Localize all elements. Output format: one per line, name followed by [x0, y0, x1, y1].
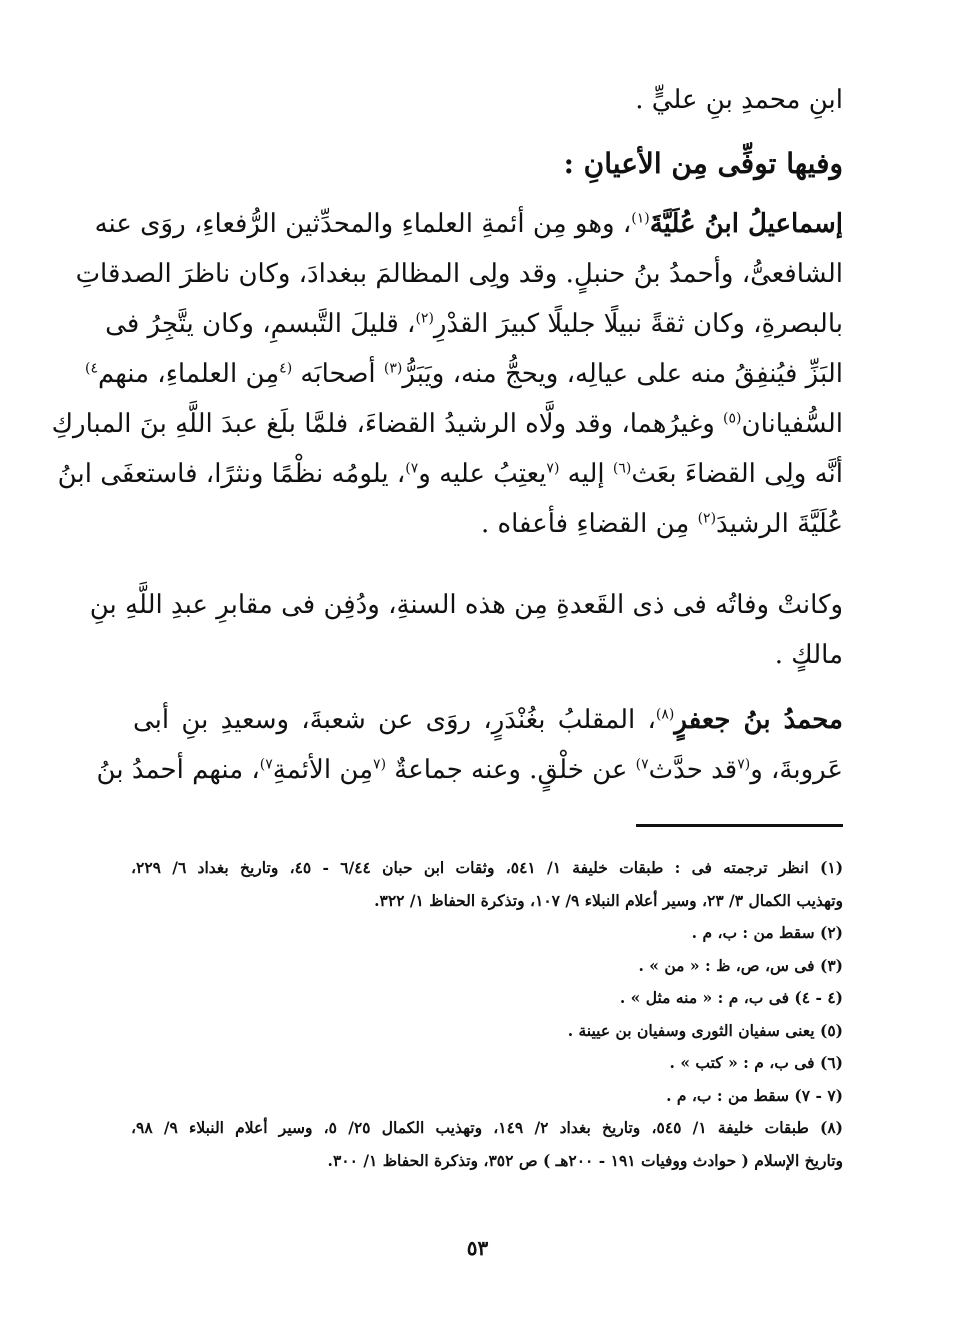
line-text: ، منهم أحمدُ بنُ: [96, 755, 260, 785]
line-text: مِن العلماءِ، منهم: [97, 359, 280, 389]
line-text: إليه: [559, 459, 613, 489]
footnote-line: (٢) سقط من : ب، م .: [691, 923, 843, 942]
paragraph-line: [94, 199, 843, 249]
paragraph-line: [133, 695, 843, 745]
footnote-range-start: (٧: [373, 756, 387, 773]
footnote-line: (٥) يعنى سفيان الثورى وسفيان بن عيينة .: [567, 1020, 843, 1040]
paragraph-line: [57, 449, 843, 499]
line-text: عن خلْقٍ. وعنه جماعةٌ: [386, 755, 636, 785]
page-number: ٥٣: [466, 1236, 489, 1260]
footnote-ref: (١): [631, 210, 650, 227]
line-text: الشافعىُّ، وأحمدُ بنُ حنبلٍ. وقد ولِى المظالمَ ببغدادَ، وكان ناظرَ الصدقاتِ: [75, 259, 843, 289]
paragraph-muhammad-ibn-jafar: [96, 695, 843, 795]
footnote-ref: (٨): [655, 706, 675, 723]
line-text: ، يلومُه نظْمًا ونثرًا، فاستعفَى ابنُ: [57, 459, 406, 489]
paragraph-line: [105, 299, 843, 349]
footnote-ref: (٢): [697, 510, 717, 527]
paragraph-line: [51, 399, 843, 449]
line-text: وغيرُهما، وقد ولَّاه الرشيدُ القضاءَ، فلمَّا بلَغ عبدَ اللَّهِ بنَ المباركِ: [51, 409, 724, 439]
footnote-line: وتاريخ الإسلام ( حوادث ووفيات ١٩١ - ٢٠٠هـ ) ص ٣٥٢، وتذكرة الحفاظ ١/ ٣٠٠.: [327, 1150, 843, 1170]
footnote-range-end: ٤): [84, 360, 98, 377]
continuation-line: ابنِ محمدِ بنِ عليٍّ .: [635, 85, 843, 115]
line-text: وكانتْ وفاتُه فى ذى القَعدةِ مِن هذه السنةِ، ودُفِن فى مقابرِ عبدِ اللَّهِ بنِ: [89, 590, 843, 620]
paragraph-line: [89, 580, 843, 630]
footnote-ref: (٢): [415, 310, 434, 327]
footnote-ref: (٦): [612, 460, 632, 477]
paragraph-ismail-ibn-ulayya: [51, 199, 843, 549]
footnote-line: (٦) فى ب، م : « كتب » .: [669, 1053, 843, 1072]
line-text: يعتِبُ عليه و: [418, 459, 547, 489]
line-text: مالكٍ .: [774, 640, 843, 670]
footnote-range-start: (٤: [279, 360, 293, 377]
footnote-line: (٣) فى س، ص، ظ : « من » .: [638, 955, 843, 975]
line-text: عُلَيَّةَ الرشيدَ: [716, 509, 843, 539]
footnote-range-start: (٧: [737, 756, 751, 773]
line-text: عَروبةَ، و: [750, 755, 843, 785]
paragraph-line: [75, 249, 843, 299]
footnotes-block: [131, 852, 843, 1177]
footnote-range-end: ٧): [259, 756, 273, 773]
footnote-range-start: (٧: [546, 460, 560, 477]
line-text: ، قليلَ التَّبسمِ، وكان يتَّجِرُ فى: [105, 309, 416, 339]
paragraph-line: [84, 349, 843, 399]
footnote-line: (٤ - ٤) فى ب، م : « منه مثل » .: [619, 988, 843, 1007]
line-text: أنَّه ولِى القضاءَ بعَث: [631, 459, 843, 489]
entry-name: محمدُ بنُ جعفرٍ: [674, 705, 843, 735]
footnote-line: وتهذيب الكمال ٣/ ٢٣، وسير أعلام النبلاء ٩/ ١٠٧، وتذكرة الحفاظ ١/ ٣٢٢.: [374, 890, 843, 910]
footnote-divider: [636, 824, 843, 827]
footnote-ref: (٥): [723, 410, 742, 427]
line-text: قد حدَّث: [648, 755, 738, 785]
line-text: بالبصرةِ، وكان ثقةً نبيلًا جليلًا كبيرَ القدْرِ: [433, 309, 843, 339]
line-text: ، وهو مِن أئمةِ العلماءِ والمحدِّثين الرُّفعاءِ، روَى عنه: [94, 209, 632, 239]
footnote-range-end: ٧): [635, 756, 649, 773]
line-text: ، المقلبُ بغُنْدَرٍ، روَى عن شعبةَ، وسعيدِ بنِ أبى: [133, 705, 656, 735]
line-text: السُّفيانان: [741, 409, 843, 439]
paragraph-death-note: [89, 580, 843, 680]
section-heading: وفيها توفِّى مِن الأعيانِ :: [563, 147, 843, 180]
paragraph-line: [133, 499, 843, 549]
footnote-range-end: ٧): [405, 460, 419, 477]
footnote-line: (١) انظر ترجمته فى : طبقات خليفة ١/ ٥٤١، وثقات ابن حبان ٦/٤٤ - ٤٥، وتاريخ بغداد ٦/ ٢٢٩،: [131, 858, 844, 877]
footnote-line: (٨) طبقات خليفة ١/ ٥٤٥، وتاريخ بغداد ٢/ ١٤٩، وتهذيب الكمال ٢٥/ ٥، وسير أعلام النبلاء ٩/ ٩٨،: [131, 1118, 843, 1137]
line-text: مِن القضاءِ فأعفاه .: [480, 509, 698, 539]
paragraph-line: [133, 630, 843, 680]
line-text: أصحابَه: [292, 359, 384, 389]
footnote-line: (٧ - ٧) سقط من : ب، م .: [666, 1085, 843, 1105]
line-text: مِن الأئمةِ: [272, 755, 374, 785]
entry-name: إسماعيلُ ابنُ عُلَيَّةَ: [649, 209, 843, 239]
footnote-ref: (٣): [383, 360, 403, 377]
paragraph-line: [96, 745, 843, 795]
line-text: البَزِّ فيُنفِقُ منه على عيالِه، ويحجُّ منه، ويَبَرُّ: [402, 359, 843, 389]
